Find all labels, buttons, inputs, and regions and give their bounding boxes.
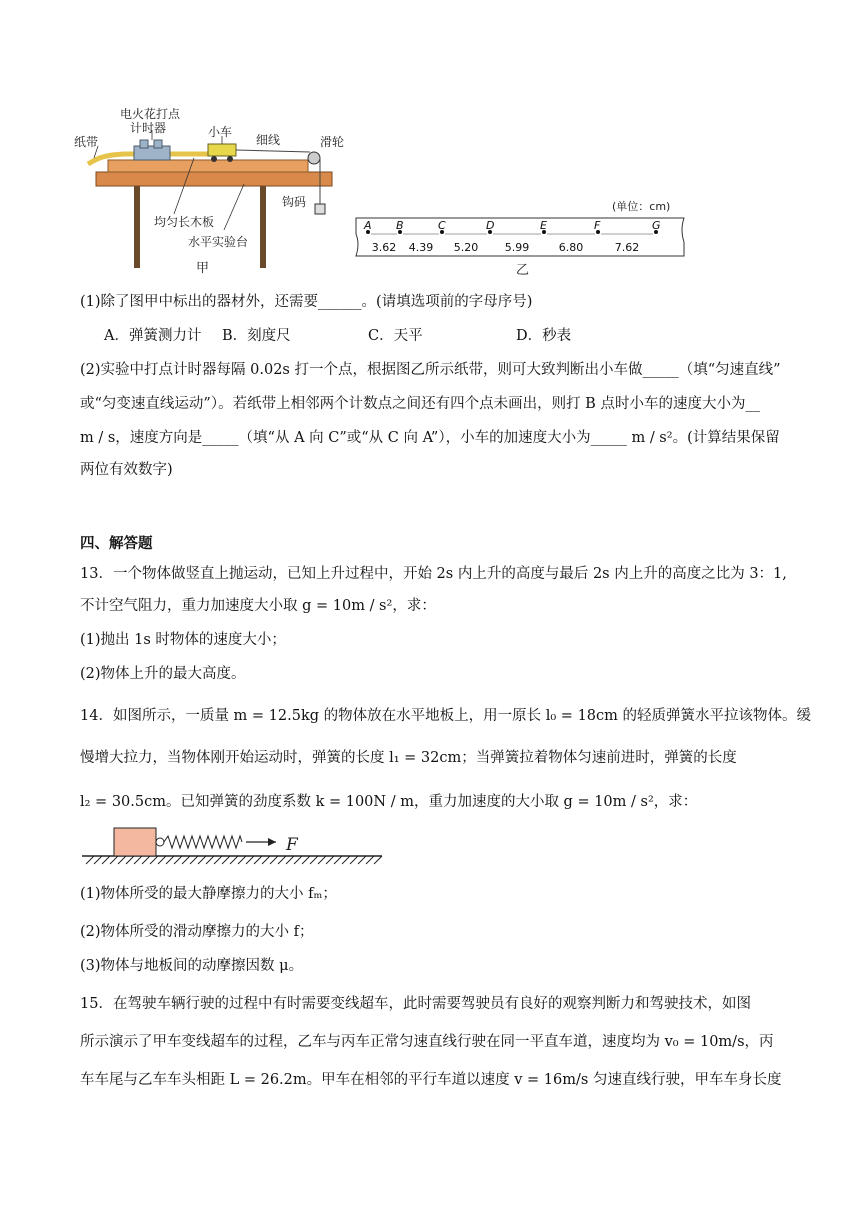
ground-hatch-line xyxy=(222,856,230,864)
tape-point-label: A xyxy=(364,219,372,232)
ground-hatch-line xyxy=(190,856,198,864)
label-board: 均匀长木板 xyxy=(154,215,215,229)
q14-sub1: (1)物体所受的最大静摩擦力的大小 fₘ； xyxy=(80,886,337,902)
label-thread: 细线 xyxy=(256,133,281,147)
option-a: A．弹簧测力计 xyxy=(104,328,202,344)
ground-hatch-line xyxy=(294,856,302,864)
ground-hatch-line xyxy=(198,856,206,864)
tape-point-label: C xyxy=(438,219,446,232)
q12-part2-line3: m / s，速度方向是_____（填“从 A 向 C”或“从 C 向 A”），小车的加速度大小为_____ m / s²。(计算结果保留 xyxy=(80,430,780,446)
q12-part1: (1)除了图甲中标出的器材外，还需要______。(请填选项前的字母序号) xyxy=(80,294,533,310)
ground-hatch-line xyxy=(230,856,238,864)
ground-hatch-line xyxy=(150,856,158,864)
tape-distance-label: 7.62 xyxy=(614,241,640,254)
ground-hatch-line xyxy=(270,856,278,864)
q13-line2: 不计空气阻力，重力加速度大小取 g = 10m / s²，求： xyxy=(80,598,436,614)
label-tape: 纸带 xyxy=(74,135,99,149)
ground-hatch-line xyxy=(278,856,286,864)
ground-hatch-line xyxy=(374,856,382,864)
q13-sub1: (1)抛出 1s 时物体的速度大小； xyxy=(80,632,286,648)
ground-hatch-line xyxy=(262,856,270,864)
tape-distance-label: 5.20 xyxy=(453,241,479,254)
option-d: D．秒表 xyxy=(516,328,572,344)
q14-sub2: (2)物体所受的滑动摩擦力的大小 f； xyxy=(80,924,314,940)
table-leg-left xyxy=(134,186,140,268)
figure-spring-block xyxy=(80,820,386,870)
q15-line3: 车车尾与乙车车头相距 L = 26.2m。甲车在相邻的平行车道以速度 v = 16m/s 匀速直线行驶，甲车车身长度 xyxy=(80,1072,782,1088)
figure-jia-apparatus xyxy=(74,100,364,278)
ground-hatch-line xyxy=(126,856,134,864)
ground-hatch-line xyxy=(310,856,318,864)
ground-hatch-line xyxy=(174,856,182,864)
q15-line1: 15．在驾驶车辆行驶的过程中有时需要变线超车，此时需要驾驶员有良好的观察判断力和驾驶技术，如图 xyxy=(80,996,751,1012)
q14-line3: l₂ = 30.5cm。已知弹簧的劲度系数 k = 100N / m，重力加速度的大小取 g = 10m / s²，求： xyxy=(80,794,698,810)
ground-hatch-line xyxy=(182,856,190,864)
label-cart: 小车 xyxy=(208,125,233,139)
q12-part2-line2: 或“匀变速直线运动”）。若纸带上相邻两个计数点之间还有四个点未画出，则打 B 点时小车的速度大小为__ xyxy=(80,396,760,412)
lab-table-top xyxy=(96,172,332,186)
q12-options xyxy=(104,326,624,346)
q13-sub2: (2)物体上升的最大高度。 xyxy=(80,666,246,682)
caption-jia: 甲 xyxy=(196,261,210,276)
ground-hatch-line xyxy=(302,856,310,864)
spring-hook xyxy=(156,838,164,846)
ground-hatch-line xyxy=(118,856,126,864)
tape-point-label: G xyxy=(652,219,661,232)
ground-hatch-line xyxy=(366,856,374,864)
ground-hatch-line xyxy=(342,856,350,864)
ground-hatch-line xyxy=(134,856,142,864)
ground-hatch-line xyxy=(246,856,254,864)
label-timer-2: 计时器 xyxy=(130,121,167,135)
tape-distance-label: 6.80 xyxy=(558,241,584,254)
spark-timer xyxy=(134,146,170,160)
tape-point-label: B xyxy=(396,219,404,232)
ground-hatch-line xyxy=(214,856,222,864)
ground-hatch-line xyxy=(94,856,102,864)
tape-point-label: F xyxy=(594,219,601,232)
ground-hatch-line xyxy=(286,856,294,864)
cart xyxy=(208,144,236,156)
tape-point-label: D xyxy=(486,219,495,232)
ground-hatch-line xyxy=(334,856,342,864)
pulley xyxy=(308,152,320,164)
q15-line2: 所示演示了甲车变线超车的过程，乙车与丙车正常匀速直线行驶在同一平直车道，速度均为 v₀ = 10m/s，丙 xyxy=(80,1034,774,1050)
ground-hatch-line xyxy=(142,856,150,864)
force-label: F xyxy=(286,835,298,855)
tape-unit: (单位：cm) xyxy=(612,200,671,213)
ground-hatch-line xyxy=(254,856,262,864)
ground-hatch-line xyxy=(110,856,118,864)
ground-hatch-line xyxy=(166,856,174,864)
q13-line1: 13．一个物体做竖直上抛运动，已知上升过程中，开始 2s 内上升的高度与最后 2s 内上升的高度之比为 3：1, xyxy=(80,566,787,582)
q12-part2-line4: 两位有效数字) xyxy=(80,462,173,478)
ground-hatch-line xyxy=(206,856,214,864)
hook-weight xyxy=(315,204,325,214)
ground-hatch-line xyxy=(350,856,358,864)
ground-hatch-line xyxy=(86,856,94,864)
option-b: B．刻度尺 xyxy=(222,328,291,344)
q14-line1: 14．如图所示，一质量 m = 12.5kg 的物体放在水平地板上，用一原长 l₀ = 18cm 的轻质弹簧水平拉该物体。缓 xyxy=(80,708,811,724)
q12-part2-line1: (2)实验中打点计时器每隔 0.02s 打一个点，根据图乙所示纸带，则可大致判断出小车做_____（填“匀速直线” xyxy=(80,362,781,378)
q14-line2: 慢增大拉力，当物体刚开始运动时，弹簧的长度 l₁ = 32cm；当弹簧拉着物体匀速前进时，弹簧的长度 xyxy=(80,750,737,766)
caption-yi: 乙 xyxy=(516,263,530,278)
figure-yi-paper-tape xyxy=(350,196,690,278)
option-c: C．天平 xyxy=(368,328,423,344)
ground-hatch-line xyxy=(102,856,110,864)
spring xyxy=(164,836,242,848)
q14-sub3: (3)物体与地板间的动摩擦因数 μ。 xyxy=(80,958,304,974)
ground-hatch-line xyxy=(358,856,366,864)
tape-distance-label: 5.99 xyxy=(504,241,530,254)
ground-hatch-line xyxy=(158,856,166,864)
thread xyxy=(236,150,310,152)
table-leg-right xyxy=(260,186,266,268)
tape-point-label: E xyxy=(540,219,547,232)
ground-hatch-line xyxy=(318,856,326,864)
ground-hatch-line xyxy=(326,856,334,864)
label-timer-1: 电火花打点 xyxy=(120,107,181,121)
section-heading: 四、解答题 xyxy=(80,535,153,552)
label-weight: 钩码 xyxy=(282,195,307,209)
tape-distance-label: 4.39 xyxy=(408,241,434,254)
label-table: 水平实验台 xyxy=(188,235,249,249)
tape-distance-label: 3.62 xyxy=(371,241,397,254)
ground-hatch-line xyxy=(238,856,246,864)
long-board xyxy=(108,160,308,172)
label-pulley: 滑轮 xyxy=(320,135,345,149)
block xyxy=(114,828,156,856)
